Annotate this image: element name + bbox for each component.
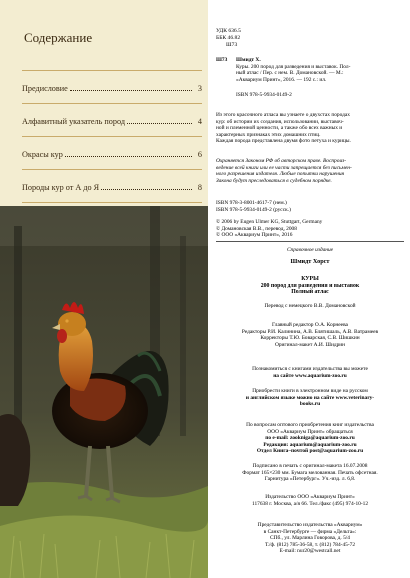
toc-item-page: 3 — [197, 84, 202, 93]
toc-item-page: 4 — [197, 117, 202, 126]
print-line: Гарнитура «Петербург». Уч.-изд. л. 6,8. — [264, 476, 356, 483]
toc-item-label: Окрасы кур — [22, 150, 63, 159]
toc-item[interactable] — [22, 147, 202, 159]
rep-line: Представительство издательства «Аквариум» — [257, 522, 363, 528]
bib-line: Куры. 200 пород для разведения и выставок. Пол- — [236, 63, 351, 70]
print-line: Подписано в печать с оригинал-макета 16.07.2008 — [252, 463, 368, 469]
toc-leader — [70, 90, 192, 91]
toc-item-page: 8 — [197, 183, 202, 192]
bib-isbn: ISBN 978-5-9934-0149-2 — [236, 92, 292, 98]
isbn-german: ISBN 978-3-8001-4617-7 (нем.) — [216, 200, 287, 206]
website-link[interactable]: на сайте www.aquarium-zoo.ru — [273, 372, 347, 379]
rep-line: СПб., ул. Марлина Говорова, д. 5/4 — [270, 535, 350, 542]
toc-title: Содержание — [24, 30, 93, 45]
annotation-line: характерных признаках этих домашних птиц. — [216, 131, 321, 138]
rep-line: Т./ф. (812) 785-36-58, т. (812) 784-45-72 — [264, 541, 356, 548]
website-info — [216, 366, 404, 379]
toc-list — [22, 70, 202, 213]
website-line: Познакомиться с книгами издательства вы можете — [252, 366, 368, 372]
editorial-staff — [216, 322, 404, 348]
ebook-link[interactable]: books.ru — [299, 401, 321, 408]
toc-divider — [22, 103, 202, 104]
toc-item-label: Алфавитный указатель пород — [22, 117, 125, 126]
ebook-line: Приобрести книги в электронном виде на русском — [252, 388, 368, 394]
rooster-photo — [0, 206, 208, 578]
copyright-line: © Домановская В.В., перевод, 2008 — [216, 225, 297, 232]
annotation-line: Каждая порода представлена двумя фото петуха и курицы. — [216, 138, 351, 145]
wholesale-email[interactable]: по e-mail: zookniga@aquarium-zoo.ru — [265, 435, 355, 442]
toc-item-label: Породы кур от А до Я — [22, 183, 100, 192]
toc-item-label: Предисловие — [22, 84, 68, 93]
publisher-line: Издательство ООО «Аквариум Принт» — [265, 494, 355, 500]
rep-line: в Санкт-Петербурге — фирма «Дельта»: — [263, 528, 357, 535]
rep-email[interactable]: E-mail: nur20@westcall.net — [279, 548, 341, 555]
copyright-notice-line: Охраняется Законом РФ об авторском праве. Воспроиз- — [216, 158, 347, 164]
editorial-email[interactable]: Редакция: aquarium@aquarium-zoo.ru — [263, 441, 357, 448]
bib-code: Ш73 — [216, 57, 228, 63]
toc-divider — [22, 202, 202, 203]
annotation-line: ной и племенной ценности, а также обо всех важных и — [216, 125, 343, 132]
toc-divider — [22, 169, 202, 170]
book-title-line: КУРЫ — [301, 276, 319, 282]
copyright-list — [216, 219, 322, 239]
wholesale-line: По вопросам оптового приобретения книг издательства — [246, 422, 374, 428]
toc-leader — [65, 156, 192, 157]
annotation-line: кур: об истории их создания, использовании, выставоч- — [216, 118, 344, 125]
udc-code: УДК 636.5 — [216, 28, 241, 34]
staff-line: Корректоры Т.Ю. Боварская, С.В. Шишкин — [260, 335, 360, 342]
toc-divider — [22, 70, 202, 71]
bib-line: Шмидт Х. — [236, 57, 261, 63]
copyright-line: © 2006 by Eugen Ulmer KG, Stuttgart, Germany — [216, 219, 323, 225]
publisher-info — [216, 494, 404, 507]
toc-leader — [101, 189, 192, 190]
copyright-notice-line: ведение всей книги или ее части запрещается без письмен- — [216, 164, 352, 171]
staff-line: Главный редактор О.А. Корнеева — [272, 322, 348, 328]
book-title-line: 200 пород для разведения и выставок — [260, 282, 360, 289]
wholesale-contacts — [216, 422, 404, 455]
toc-item-page: 6 — [197, 150, 202, 159]
copyright-notice-line: Закона будут преследоваться в судебном порядке. — [216, 177, 332, 184]
book-title-line: Полный атлас — [291, 289, 329, 296]
book-title — [216, 276, 404, 296]
toc-item[interactable] — [22, 114, 202, 126]
toc-item[interactable] — [22, 180, 202, 192]
ebook-info — [216, 388, 404, 408]
bibliographic-record — [216, 57, 404, 83]
author-code: Ш73 — [226, 42, 238, 48]
translator-credit: Перевод с немецкого В.В. Домановской — [264, 303, 356, 309]
classification-codes — [216, 28, 241, 49]
ebook-link[interactable]: и английском языке можно на сайте www.veterinary- — [245, 394, 375, 401]
annotation — [216, 112, 404, 145]
bbk-code: ББК 46.82 — [216, 35, 241, 41]
print-details — [216, 463, 404, 483]
isbn-russian: ISBN 978-5-9934-0149-2 (русск.) — [216, 206, 291, 213]
annotation-line: Из этого красочного атласа вы узнаете о двухстах породах — [216, 112, 350, 118]
representative-info — [216, 522, 404, 555]
publisher-line: 117638 г. Москва, а/я 66. Тел./факс (495) 974-10-12 — [251, 500, 369, 507]
bib-line: «Аквариум Принт», 2016. — 192 с.: ил. — [236, 76, 327, 83]
isbn-list — [216, 200, 291, 213]
toc-leader — [127, 123, 192, 124]
section-divider — [216, 241, 404, 242]
edition-type: Справочное издание — [286, 247, 334, 253]
toc-divider — [22, 136, 202, 137]
print-line: Формат 165×230 мм. Бумага мелованная. Печать офсетная. — [242, 469, 378, 476]
bib-line: ный атлас / Пер. с нем. В. Домановской. — М.: — [236, 70, 344, 77]
mail-order-email[interactable]: Отдел Книга–почтой post@aquarium-zoo.ru — [256, 448, 364, 455]
author-name: Шмидт Хорст — [290, 258, 330, 265]
staff-line: Оригинал-макет А.И. Шидрин — [274, 341, 346, 348]
toc-item[interactable] — [22, 81, 202, 93]
copyright-notice — [216, 158, 404, 184]
copyright-line: © ООО «Аквариум Принт», 2016 — [216, 232, 293, 239]
wholesale-line: ООО «Аквариум Принт» обращаться — [267, 428, 353, 435]
copyright-notice-line: ного разрешения издателя. Любые попытки нарушения — [216, 171, 345, 178]
staff-line: Редакторы Р.И. Калинина, А.В. Блятишаль, А.В. Ватрамеев — [241, 328, 379, 335]
